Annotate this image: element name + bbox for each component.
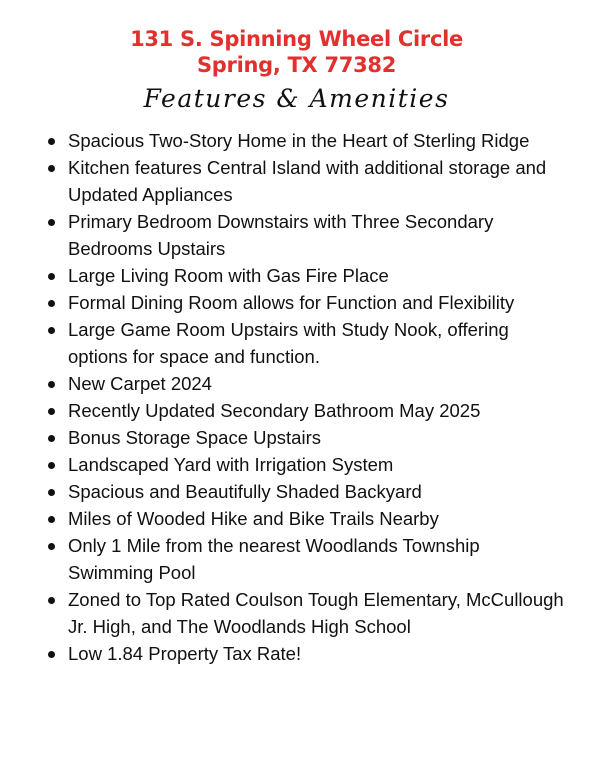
list-item: [48, 451, 568, 478]
bullet-icon: [48, 543, 55, 550]
bullet-icon: [48, 408, 55, 415]
list-item: [48, 262, 568, 289]
list-item-text: Primary Bedroom Downstairs with Three Secondary Bedrooms Upstairs: [68, 211, 494, 259]
bullet-icon: [48, 138, 55, 145]
address-line-1: 131 S. Spinning Wheel Circle: [130, 27, 463, 51]
list-item-text: Kitchen features Central Island with additional storage and Updated Appliances: [68, 157, 547, 205]
list-item: [48, 505, 568, 532]
bullet-icon: [48, 273, 55, 280]
list-item-text: Formal Dining Room allows for Function and Flexibility: [68, 292, 515, 313]
list-item: [48, 424, 568, 451]
address-line-2: Spring, TX 77382: [196, 53, 397, 77]
list-item-text: Bonus Storage Space Upstairs: [68, 427, 321, 448]
list-item-text: Large Living Room with Gas Fire Place: [68, 265, 389, 286]
bullet-icon: [48, 516, 55, 523]
list-item: [48, 478, 568, 505]
list-item: [48, 586, 568, 640]
bullet-icon: [48, 651, 55, 658]
bullet-icon: [48, 597, 55, 604]
features-heading: Features & Amenities: [143, 84, 450, 113]
bullet-icon: [48, 381, 55, 388]
list-item-text: Recently Updated Secondary Bathroom May 2025: [68, 400, 481, 421]
list-item: [48, 289, 568, 316]
bullet-icon: [48, 435, 55, 442]
bullet-icon: [48, 462, 55, 469]
list-item-text: New Carpet 2024: [68, 373, 212, 394]
bullet-icon: [48, 165, 55, 172]
list-item: [48, 208, 568, 262]
list-item: [48, 154, 568, 208]
list-item-text: Large Game Room Upstairs with Study Nook, offering options for space and function.: [68, 319, 509, 367]
list-item-text: Only 1 Mile from the nearest Woodlands Township Swimming Pool: [68, 535, 480, 583]
list-item-text: Low 1.84 Property Tax Rate!: [68, 643, 302, 664]
list-item: [48, 397, 568, 424]
list-item: [48, 316, 568, 370]
features-list: [48, 127, 568, 667]
list-item-text: Miles of Wooded Hike and Bike Trails Nearby: [68, 508, 439, 529]
bullet-icon: [48, 327, 55, 334]
list-item-text: Spacious Two-Story Home in the Heart of Sterling Ridge: [68, 130, 530, 151]
bullet-icon: [48, 219, 55, 226]
list-item: [48, 127, 568, 154]
bullet-icon: [48, 489, 55, 496]
list-item-text: Zoned to Top Rated Coulson Tough Elementary, McCullough Jr. High, and The Woodlands High School: [68, 589, 564, 637]
list-item: [48, 532, 568, 586]
list-item-text: Spacious and Beautifully Shaded Backyard: [68, 481, 422, 502]
list-item: [48, 640, 568, 667]
list-item: [48, 370, 568, 397]
list-item-text: Landscaped Yard with Irrigation System: [68, 454, 394, 475]
bullet-icon: [48, 300, 55, 307]
